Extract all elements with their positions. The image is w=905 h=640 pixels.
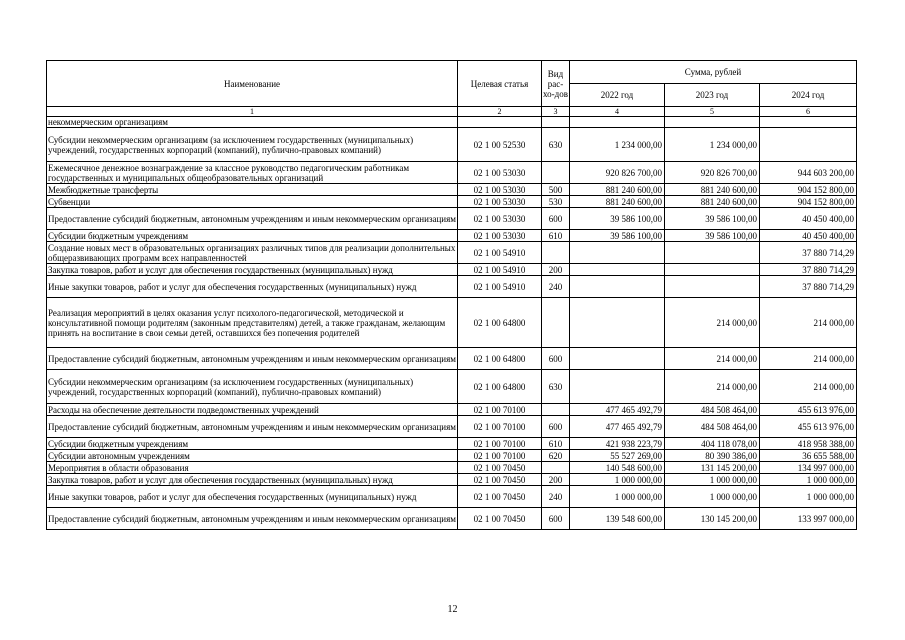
row-target-article: 02 1 00 53030 [458,230,542,242]
row-name: Закупка товаров, работ и услуг для обеспечения государственных (муниципальных) нужд [47,264,458,276]
table-row [47,508,857,530]
row-name: Иные закупки товаров, работ и услуг для обеспечения государственных (муниципальных) нужд [47,276,458,298]
row-amount-2024: 37 880 714,29 [760,276,857,298]
table-row [47,416,857,438]
row-expense-kind: 600 [542,208,570,230]
row-name: Субсидии бюджетным учреждениям [47,230,458,242]
row-target-article [458,117,542,128]
row-expense-kind: 600 [542,416,570,438]
row-amount-2022: 477 465 492,79 [570,404,665,416]
row-amount-2024 [760,128,857,162]
column-number: 1 [47,107,458,117]
row-name: Создание новых мест в образовательных организациях различных типов для реализации дополнительных общеразвивающих программ всех направленностей [47,242,458,264]
row-expense-kind: 620 [542,450,570,462]
row-expense-kind: 240 [542,276,570,298]
row-target-article: 02 1 00 64800 [458,298,542,348]
row-target-article: 02 1 00 70450 [458,486,542,508]
row-target-article: 02 1 00 70100 [458,438,542,450]
row-amount-2022 [570,276,665,298]
table-row [47,162,857,184]
row-amount-2022 [570,370,665,404]
column-number: 6 [760,107,857,117]
row-expense-kind: 200 [542,264,570,276]
row-amount-2022 [570,298,665,348]
row-expense-kind: 530 [542,196,570,208]
row-amount-2022 [570,264,665,276]
row-name: Субсидии некоммерческим организациям (за исключением государственных (муниципальных) учреждений, государственных корпораций (компаний), публично-правовых компаний) [47,370,458,404]
row-name: Субсидии автономным учреждениям [47,450,458,462]
row-amount-2022 [570,348,665,370]
row-target-article: 02 1 00 70450 [458,474,542,486]
row-target-article: 02 1 00 52530 [458,128,542,162]
row-target-article: 02 1 00 53030 [458,196,542,208]
row-amount-2024: 455 613 976,00 [760,416,857,438]
row-target-article: 02 1 00 54910 [458,242,542,264]
row-amount-2024: 214 000,00 [760,298,857,348]
row-expense-kind: 630 [542,370,570,404]
table-row [47,242,857,264]
header-expense-kind: Вид рас-хо-дов [542,61,570,107]
row-amount-2022: 55 527 269,00 [570,450,665,462]
table-row [47,462,857,474]
row-expense-kind [542,162,570,184]
row-amount-2023: 484 508 464,00 [665,404,760,416]
row-amount-2024: 133 997 000,00 [760,508,857,530]
row-amount-2022 [570,117,665,128]
row-name: Субсидии бюджетным учреждениям [47,438,458,450]
row-expense-kind [542,404,570,416]
row-amount-2023: 214 000,00 [665,370,760,404]
row-expense-kind: 630 [542,128,570,162]
row-name: Предоставление субсидий бюджетным, автономным учреждениям и иным некоммерческим организациям [47,416,458,438]
row-amount-2023: 920 826 700,00 [665,162,760,184]
row-name: Закупка товаров, работ и услуг для обеспечения государственных (муниципальных) нужд [47,474,458,486]
row-amount-2023: 484 508 464,00 [665,416,760,438]
table-row [47,348,857,370]
row-name: Реализация мероприятий в целях оказания услуг психолого-педагогической, методической и консультативной помощи родителям (законным представителям) детей, а также гражданам, желающим принять на воспитание в свои семьи детей, оставшихся без попечения родителей [47,298,458,348]
row-target-article: 02 1 00 70100 [458,416,542,438]
table-row [47,184,857,196]
header-year-2023: 2023 год [665,84,760,107]
row-name: Предоставление субсидий бюджетным, автономным учреждениям и иным некоммерческим организациям [47,348,458,370]
row-target-article: 02 1 00 54910 [458,276,542,298]
row-amount-2023: 1 000 000,00 [665,486,760,508]
row-target-article: 02 1 00 54910 [458,264,542,276]
table-row [47,208,857,230]
row-amount-2022: 39 586 100,00 [570,208,665,230]
header-year-2022: 2022 год [570,84,665,107]
table-row [47,264,857,276]
row-expense-kind [542,298,570,348]
column-number: 4 [570,107,665,117]
row-name: Субвенции [47,196,458,208]
row-amount-2023: 130 145 200,00 [665,508,760,530]
row-amount-2024: 134 997 000,00 [760,462,857,474]
row-target-article: 02 1 00 70450 [458,508,542,530]
column-number: 5 [665,107,760,117]
row-amount-2023: 214 000,00 [665,348,760,370]
row-expense-kind: 600 [542,508,570,530]
row-amount-2024: 40 450 400,00 [760,230,857,242]
table-row [47,450,857,462]
row-target-article: 02 1 00 70100 [458,450,542,462]
row-amount-2024 [760,117,857,128]
row-amount-2023: 1 234 000,00 [665,128,760,162]
row-amount-2022: 1 000 000,00 [570,474,665,486]
row-expense-kind: 600 [542,348,570,370]
row-amount-2023: 39 586 100,00 [665,230,760,242]
row-name: Субсидии некоммерческим организациям (за исключением государственных (муниципальных) учреждений, государственных корпораций (компаний), публично-правовых компаний) [47,128,458,162]
column-number: 3 [542,107,570,117]
row-name: Расходы на обеспечение деятельности подведомственных учреждений [47,404,458,416]
row-amount-2022: 39 586 100,00 [570,230,665,242]
row-name: Мероприятия в области образования [47,462,458,474]
row-amount-2023: 881 240 600,00 [665,196,760,208]
row-amount-2023 [665,276,760,298]
row-amount-2023: 1 000 000,00 [665,474,760,486]
row-target-article: 02 1 00 64800 [458,348,542,370]
header-sum: Сумма, рублей [570,61,857,84]
row-amount-2024: 1 000 000,00 [760,486,857,508]
row-target-article: 02 1 00 53030 [458,184,542,196]
row-amount-2022: 920 826 700,00 [570,162,665,184]
row-amount-2024: 455 613 976,00 [760,404,857,416]
row-amount-2024: 214 000,00 [760,348,857,370]
table-row [47,474,857,486]
table-row [47,370,857,404]
row-name: Предоставление субсидий бюджетным, автономным учреждениям и иным некоммерческим организациям [47,208,458,230]
row-amount-2024: 36 655 588,00 [760,450,857,462]
row-expense-kind: 240 [542,486,570,508]
row-amount-2023: 881 240 600,00 [665,184,760,196]
row-target-article: 02 1 00 53030 [458,208,542,230]
row-expense-kind [542,462,570,474]
row-name: некоммерческим организациям [47,117,458,128]
row-amount-2024: 214 000,00 [760,370,857,404]
row-amount-2022: 1 234 000,00 [570,128,665,162]
row-amount-2022: 140 548 600,00 [570,462,665,474]
header-year-2024: 2024 год [760,84,857,107]
table-row [47,117,857,128]
header-name: Наименование [47,61,458,107]
header-target-article: Целевая статья [458,61,542,107]
table-row [47,196,857,208]
table-row [47,230,857,242]
table-row [47,298,857,348]
row-amount-2022: 881 240 600,00 [570,184,665,196]
row-target-article: 02 1 00 64800 [458,370,542,404]
row-amount-2024: 418 958 388,00 [760,438,857,450]
row-amount-2022 [570,242,665,264]
row-amount-2023: 404 118 078,00 [665,438,760,450]
row-expense-kind: 610 [542,438,570,450]
row-expense-kind: 200 [542,474,570,486]
page-number: 12 [447,604,458,615]
row-amount-2024: 904 152 800,00 [760,184,857,196]
row-amount-2024: 37 880 714,29 [760,242,857,264]
row-amount-2024: 40 450 400,00 [760,208,857,230]
row-expense-kind: 500 [542,184,570,196]
row-amount-2024: 37 880 714,29 [760,264,857,276]
row-amount-2022: 881 240 600,00 [570,196,665,208]
row-amount-2023: 214 000,00 [665,298,760,348]
row-target-article: 02 1 00 70450 [458,462,542,474]
row-amount-2023 [665,242,760,264]
row-amount-2022: 477 465 492,79 [570,416,665,438]
row-amount-2022: 139 548 600,00 [570,508,665,530]
table-row [47,486,857,508]
row-amount-2024: 904 152 800,00 [760,196,857,208]
row-amount-2023 [665,117,760,128]
row-name: Межбюджетные трансферты [47,184,458,196]
table-row [47,438,857,450]
table-row [47,276,857,298]
row-name: Ежемесячное денежное вознаграждение за классное руководство педагогическим работникам государственных и муниципальных общеобразовательных организаций [47,162,458,184]
row-amount-2024: 1 000 000,00 [760,474,857,486]
row-name: Предоставление субсидий бюджетным, автономным учреждениям и иным некоммерческим организациям [47,508,458,530]
row-name: Иные закупки товаров, работ и услуг для обеспечения государственных (муниципальных) нужд [47,486,458,508]
row-expense-kind [542,117,570,128]
column-number: 2 [458,107,542,117]
row-amount-2023: 39 586 100,00 [665,208,760,230]
row-amount-2022: 421 938 223,79 [570,438,665,450]
row-target-article: 02 1 00 53030 [458,162,542,184]
row-expense-kind: 610 [542,230,570,242]
table-row [47,128,857,162]
row-amount-2023: 80 390 386,00 [665,450,760,462]
row-amount-2023 [665,264,760,276]
table-row [47,404,857,416]
row-expense-kind [542,242,570,264]
row-target-article: 02 1 00 70100 [458,404,542,416]
budget-table [46,60,857,530]
row-amount-2024: 944 603 200,00 [760,162,857,184]
row-amount-2023: 131 145 200,00 [665,462,760,474]
row-amount-2022: 1 000 000,00 [570,486,665,508]
